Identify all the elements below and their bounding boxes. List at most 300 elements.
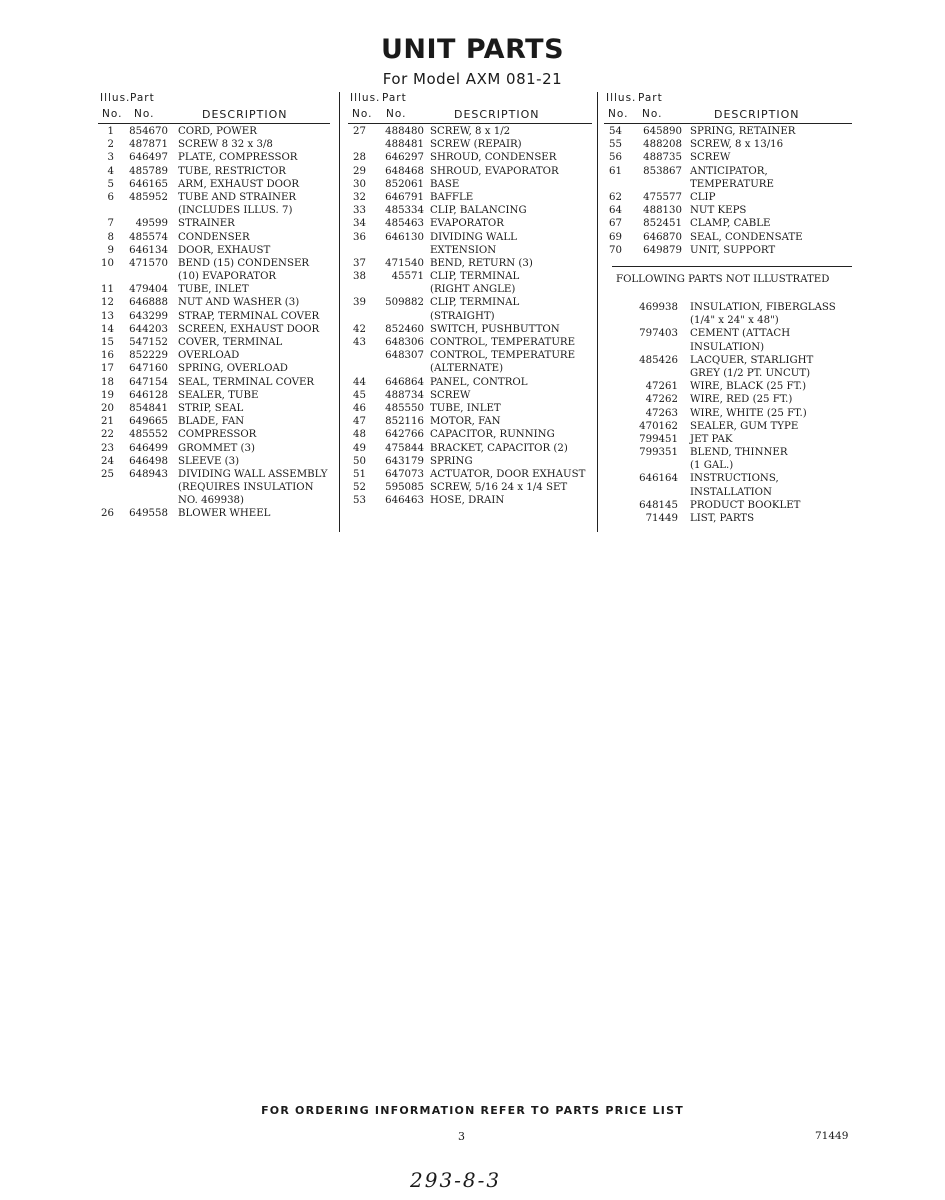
- part-row: [348, 323, 592, 336]
- illus-number: 12: [101, 297, 114, 309]
- part-row: [348, 455, 592, 468]
- part-number: 485574: [129, 231, 168, 243]
- illus-number: 9: [107, 244, 114, 256]
- illus-number: 32: [353, 191, 366, 203]
- description: SCREW, 8 x 13/16: [690, 139, 784, 151]
- illus-number: 6: [107, 191, 114, 203]
- description: SEALER, GUM TYPE: [690, 420, 799, 432]
- part-row: [604, 138, 852, 151]
- header-desc: DESCRIPTION: [454, 108, 540, 121]
- part-number: 488208: [643, 139, 682, 151]
- header-part1: Part: [130, 92, 155, 104]
- illus-number: 33: [353, 205, 366, 217]
- illus-number: 51: [353, 468, 366, 480]
- description: SWITCH, PUSHBUTTON: [430, 323, 560, 335]
- part-row: [348, 336, 592, 349]
- illus-number: 49: [353, 442, 366, 454]
- illus-number: 15: [101, 337, 114, 348]
- description: BLOWER WHEEL: [178, 508, 271, 520]
- part-row: [98, 323, 330, 336]
- part-row: [348, 415, 592, 428]
- part-row: [98, 283, 330, 296]
- part-number: 852451: [643, 218, 682, 230]
- description: SCREW, 8 x 1/2: [430, 126, 511, 137]
- document-code: 71449: [815, 1130, 849, 1142]
- page-title: UNIT PARTS: [380, 34, 565, 65]
- description: (INCLUDES ILLUS. 7): [178, 205, 293, 217]
- description: CORD, POWER: [178, 126, 257, 137]
- illus-number: 5: [107, 178, 114, 190]
- part-row: [98, 376, 330, 389]
- illus-number: 18: [101, 376, 114, 388]
- description: (1 GAL.): [690, 460, 734, 472]
- part-row: [98, 138, 330, 151]
- part-number: 485550: [385, 402, 424, 414]
- description: (REQUIRES INSULATION: [178, 482, 314, 494]
- description: BEND (15) CONDENSER: [178, 257, 310, 269]
- illus-number: 44: [353, 376, 366, 388]
- part-row: [348, 402, 592, 415]
- description: CONDENSER: [178, 231, 250, 243]
- part-number: 47262: [645, 394, 678, 406]
- part-row: [348, 165, 592, 178]
- part-number: 471540: [385, 257, 424, 269]
- column-header: [604, 92, 852, 125]
- illus-number: 19: [101, 389, 114, 401]
- illus-number: 61: [609, 165, 622, 177]
- part-number: 646791: [385, 191, 424, 203]
- description: PANEL, CONTROL: [430, 376, 528, 388]
- description: STRAINER: [178, 218, 235, 230]
- description: BEND, RETURN (3): [430, 257, 533, 269]
- illus-number: 53: [353, 495, 366, 507]
- part-number: 799351: [639, 447, 678, 459]
- illus-number: 2: [107, 139, 114, 151]
- part-row: [348, 468, 592, 481]
- part-number: 646164: [639, 473, 678, 485]
- header-illus2: No.: [608, 108, 629, 120]
- description: TUBE, INLET: [178, 284, 249, 296]
- part-row: [604, 178, 852, 191]
- part-number: 647073: [385, 468, 424, 480]
- description: SEAL, TERMINAL COVER: [178, 376, 315, 388]
- description: CLIP, BALANCING: [430, 205, 527, 217]
- part-number: 648943: [129, 468, 168, 480]
- part-row: [98, 349, 330, 362]
- illus-number: 25: [101, 468, 114, 480]
- part-number: 643179: [385, 455, 424, 467]
- header-illus2: No.: [102, 108, 123, 120]
- part-row: [348, 349, 592, 362]
- header-illus1: Illus.: [350, 92, 381, 104]
- part-number: 488480: [385, 126, 424, 137]
- part-number: 852460: [385, 323, 424, 335]
- description: INSULATION): [690, 341, 765, 353]
- illus-number: 4: [107, 165, 114, 177]
- description: (STRAIGHT): [430, 310, 495, 322]
- part-row: [98, 389, 330, 402]
- illus-number: 62: [609, 191, 622, 203]
- part-number: 646497: [129, 152, 168, 164]
- description: MOTOR, FAN: [430, 416, 501, 428]
- illus-number: 21: [101, 416, 114, 428]
- illus-number: 3: [107, 152, 114, 164]
- description: PLATE, COMPRESSOR: [178, 152, 298, 164]
- description: OVERLOAD: [178, 350, 240, 362]
- description: LACQUER, STARLIGHT: [690, 354, 814, 366]
- part-number: 642766: [385, 429, 424, 441]
- part-row: [98, 428, 330, 441]
- part-row: [348, 376, 592, 389]
- illus-number: 42: [353, 323, 366, 335]
- part-row: [98, 455, 330, 468]
- part-number: 49599: [135, 218, 168, 230]
- description: TEMPERATURE: [690, 178, 774, 190]
- illus-number: 8: [107, 231, 114, 243]
- parts-column-3: [604, 92, 852, 257]
- description: EVAPORATOR: [430, 218, 504, 230]
- part-number: 485334: [385, 205, 424, 217]
- part-number: 479404: [129, 284, 168, 296]
- description: STRAP, TERMINAL COVER: [178, 310, 320, 322]
- part-number: 645890: [643, 126, 682, 137]
- header-part1: Part: [638, 92, 663, 104]
- illus-number: 64: [609, 205, 622, 217]
- illus-number: 36: [353, 231, 366, 243]
- description: (RIGHT ANGLE): [430, 284, 516, 296]
- description: CLAMP, CABLE: [690, 218, 771, 230]
- illus-number: 39: [353, 297, 366, 309]
- part-number: 470162: [639, 420, 678, 432]
- illus-number: 55: [609, 139, 622, 151]
- description: STRIP, SEAL: [178, 402, 244, 414]
- column-header: [348, 92, 592, 125]
- part-number: 47263: [645, 407, 678, 419]
- part-number: 648306: [385, 337, 424, 348]
- description: CONTROL, TEMPERATURE: [430, 337, 576, 348]
- parts-column-2: [348, 92, 592, 507]
- column-header: [98, 92, 330, 125]
- part-row: [98, 191, 330, 204]
- part-row: [98, 415, 330, 428]
- illus-number: 11: [101, 284, 114, 296]
- illus-number: 28: [353, 152, 366, 164]
- part-number: 471570: [129, 257, 168, 269]
- description: (1/4" x 24" x 48"): [690, 315, 779, 327]
- part-number: 595085: [385, 482, 424, 494]
- part-number: 643299: [129, 310, 168, 322]
- description: (ALTERNATE): [430, 363, 504, 375]
- description: UNIT, SUPPORT: [690, 244, 776, 256]
- part-number: 485463: [385, 218, 424, 230]
- part-row: [98, 481, 330, 494]
- part-number: 485789: [129, 165, 168, 177]
- description: SPRING: [430, 455, 473, 467]
- part-number: 646870: [643, 231, 682, 243]
- illus-number: 67: [609, 218, 622, 230]
- description: WIRE, RED (25 FT.): [690, 394, 793, 406]
- part-row: [98, 310, 330, 323]
- illus-number: 47: [353, 416, 366, 428]
- description: SCREW 8 32 x 3/8: [178, 139, 273, 151]
- part-number: 47261: [645, 381, 678, 393]
- description: PRODUCT BOOKLET: [690, 499, 801, 511]
- header-part2: No.: [134, 108, 155, 120]
- part-number: 646165: [129, 178, 168, 190]
- illus-number: 10: [101, 257, 114, 269]
- part-row: [98, 204, 330, 217]
- description: SEALER, TUBE: [178, 389, 259, 401]
- part-row: [348, 217, 592, 230]
- part-number: 488481: [385, 139, 424, 151]
- header-illus1: Illus.: [100, 92, 131, 104]
- part-number: 648307: [385, 350, 424, 362]
- illus-number: 27: [353, 126, 366, 137]
- part-row: [604, 151, 852, 164]
- section-divider: [612, 266, 852, 267]
- header-part2: No.: [642, 108, 663, 120]
- description: CLIP, TERMINAL: [430, 297, 520, 309]
- part-number: 488130: [643, 205, 682, 217]
- part-number: 648145: [639, 499, 678, 511]
- part-row: [98, 231, 330, 244]
- part-number: 509882: [385, 297, 424, 309]
- illus-number: 56: [609, 152, 622, 164]
- illus-number: 16: [101, 350, 114, 362]
- part-number: 854841: [129, 402, 168, 414]
- part-number: 646128: [129, 389, 168, 401]
- illus-number: 70: [609, 244, 622, 256]
- part-row: [348, 428, 592, 441]
- part-number: 797403: [639, 328, 678, 340]
- header-part2: No.: [386, 108, 407, 120]
- illus-number: 50: [353, 455, 366, 467]
- description: TUBE, INLET: [430, 402, 501, 414]
- description: NUT KEPS: [690, 205, 747, 217]
- part-row: [348, 296, 592, 309]
- illus-number: 37: [353, 257, 366, 269]
- part-number: 644203: [129, 323, 168, 335]
- part-row: [98, 178, 330, 191]
- illus-number: 52: [353, 482, 366, 494]
- part-number: 647154: [129, 376, 168, 388]
- description: BRACKET, CAPACITOR (2): [430, 442, 568, 454]
- part-row: [604, 217, 852, 230]
- illus-number: 7: [107, 218, 114, 230]
- header-rule: [604, 123, 852, 124]
- illus-number: 24: [101, 455, 114, 467]
- illus-number: 23: [101, 442, 114, 454]
- description: DIVIDING WALL ASSEMBLY: [178, 468, 328, 480]
- illus-number: 13: [101, 310, 114, 322]
- part-row: [98, 296, 330, 309]
- part-number: 649665: [129, 416, 168, 428]
- part-row: [98, 494, 330, 507]
- header-part1: Part: [382, 92, 407, 104]
- description: NUT AND WASHER (3): [178, 297, 300, 309]
- part-number: 487871: [129, 139, 168, 151]
- illus-number: 38: [353, 271, 366, 283]
- part-number: 646499: [129, 442, 168, 454]
- description: CONTROL, TEMPERATURE: [430, 350, 576, 362]
- part-number: 854670: [129, 126, 168, 137]
- description: TUBE, RESTRICTOR: [178, 165, 286, 177]
- part-row: [348, 481, 592, 494]
- description: TUBE AND STRAINER: [178, 191, 297, 203]
- part-number: 646297: [385, 152, 424, 164]
- description: SCREW, 5/16 24 x 1/4 SET: [430, 482, 568, 494]
- description: DIVIDING WALL: [430, 231, 517, 243]
- description: GROMMET (3): [178, 442, 255, 454]
- description: WIRE, BLACK (25 FT.): [690, 381, 807, 393]
- page-number: 3: [458, 1130, 465, 1143]
- description: SCREW: [430, 389, 471, 401]
- handwritten-note: 293-8-3: [410, 1168, 502, 1192]
- illus-number: 29: [353, 165, 366, 177]
- description: JET PAK: [690, 433, 733, 445]
- part-number: 852116: [385, 416, 424, 428]
- description: GREY (1/2 PT. UNCUT): [690, 367, 811, 379]
- illus-number: 46: [353, 402, 366, 414]
- part-row: [348, 270, 592, 283]
- part-number: 852229: [129, 350, 168, 362]
- column-divider: [339, 92, 340, 532]
- illus-number: 30: [353, 178, 366, 190]
- description: INSTALLATION: [690, 486, 772, 498]
- description: BLADE, FAN: [178, 416, 245, 428]
- header-rule: [98, 123, 330, 124]
- illus-number: 45: [353, 389, 366, 401]
- description: COMPRESSOR: [178, 429, 257, 441]
- description: SPRING, OVERLOAD: [178, 363, 288, 375]
- part-row: [98, 165, 330, 178]
- illus-number: 43: [353, 337, 366, 348]
- part-row: [604, 125, 852, 138]
- part-number: 45571: [391, 271, 424, 283]
- header-desc: DESCRIPTION: [202, 108, 288, 121]
- part-row: [348, 283, 592, 296]
- part-number: 646463: [385, 495, 424, 507]
- part-row: [348, 244, 592, 257]
- part-row: [348, 389, 592, 402]
- part-number: 646498: [129, 455, 168, 467]
- part-number: 488735: [643, 152, 682, 164]
- part-row: [604, 165, 852, 178]
- part-row: [348, 494, 592, 507]
- part-number: 469938: [639, 302, 678, 313]
- description: (10) EVAPORATOR: [178, 271, 277, 283]
- illus-number: 14: [101, 323, 114, 335]
- part-number: 71449: [645, 513, 678, 524]
- description: ARM, EXHAUST DOOR: [178, 178, 300, 190]
- part-number: 799451: [639, 433, 678, 445]
- part-row: [98, 244, 330, 257]
- part-row: [98, 362, 330, 375]
- part-row: [604, 191, 852, 204]
- illus-number: 20: [101, 402, 114, 414]
- illus-number: 22: [101, 429, 114, 441]
- part-row: [604, 204, 852, 217]
- header-rule: [348, 123, 592, 124]
- description: WIRE, WHITE (25 FT.): [690, 407, 807, 419]
- part-number: 646888: [129, 297, 168, 309]
- not-illustrated-heading: FOLLOWING PARTS NOT ILLUSTRATED: [616, 274, 830, 285]
- part-row: [348, 362, 592, 375]
- part-row: [348, 204, 592, 217]
- description: COVER, TERMINAL: [178, 337, 283, 348]
- part-number: 648468: [385, 165, 424, 177]
- part-number: 646134: [129, 244, 168, 256]
- description: HOSE, DRAIN: [430, 495, 505, 507]
- part-number: 647160: [129, 363, 168, 375]
- model-subtitle: For Model AXM 081-21: [382, 70, 563, 88]
- part-row: [98, 151, 330, 164]
- part-row: [348, 442, 592, 455]
- illus-number: 1: [107, 126, 114, 137]
- part-number: 475844: [385, 442, 424, 454]
- description: INSULATION, FIBERGLASS: [690, 302, 836, 313]
- part-number: 853867: [643, 165, 682, 177]
- description: SCREEN, EXHAUST DOOR: [178, 323, 320, 335]
- part-number: 475577: [643, 191, 682, 203]
- illus-number: 69: [609, 231, 622, 243]
- header-desc: DESCRIPTION: [714, 108, 800, 121]
- description: BAFFLE: [430, 191, 474, 203]
- description: SHROUD, CONDENSER: [430, 152, 557, 164]
- column-divider: [597, 92, 598, 532]
- part-row: [348, 310, 592, 323]
- header-illus1: Illus.: [606, 92, 637, 104]
- part-number: 646130: [385, 231, 424, 243]
- description: ANTICIPATOR,: [690, 165, 768, 177]
- description: CLIP: [690, 191, 716, 203]
- part-row: [98, 468, 330, 481]
- part-row: [348, 178, 592, 191]
- part-row: [98, 507, 330, 520]
- part-row: [604, 244, 852, 257]
- part-row: [98, 270, 330, 283]
- illus-number: 48: [353, 429, 366, 441]
- description: SLEEVE (3): [178, 455, 240, 467]
- part-row: [98, 257, 330, 270]
- part-row: [348, 191, 592, 204]
- description: SHROUD, EVAPORATOR: [430, 165, 559, 177]
- part-number: 485426: [639, 354, 678, 366]
- part-row: [98, 125, 330, 138]
- part-row: [348, 231, 592, 244]
- description: ACTUATOR, DOOR EXHAUST: [430, 468, 586, 480]
- part-row: [604, 231, 852, 244]
- description: INSTRUCTIONS,: [690, 473, 779, 485]
- part-row: [348, 125, 592, 138]
- part-row: [348, 257, 592, 270]
- description: SCREW (REPAIR): [430, 139, 522, 151]
- description: EXTENSION: [430, 244, 497, 256]
- part-row: [348, 138, 592, 151]
- part-number: 649558: [129, 508, 168, 520]
- part-row: [98, 217, 330, 230]
- part-number: 488734: [385, 389, 424, 401]
- description: CLIP, TERMINAL: [430, 271, 520, 283]
- description: BLEND, THINNER: [690, 447, 788, 459]
- part-row: [348, 151, 592, 164]
- description: SPRING, RETAINER: [690, 126, 796, 137]
- part-row: [98, 402, 330, 415]
- description: NO. 469938): [178, 495, 245, 507]
- part-number: 547152: [129, 337, 168, 348]
- description: CEMENT (ATTACH: [690, 328, 791, 340]
- description: SEAL, CONDENSATE: [690, 231, 803, 243]
